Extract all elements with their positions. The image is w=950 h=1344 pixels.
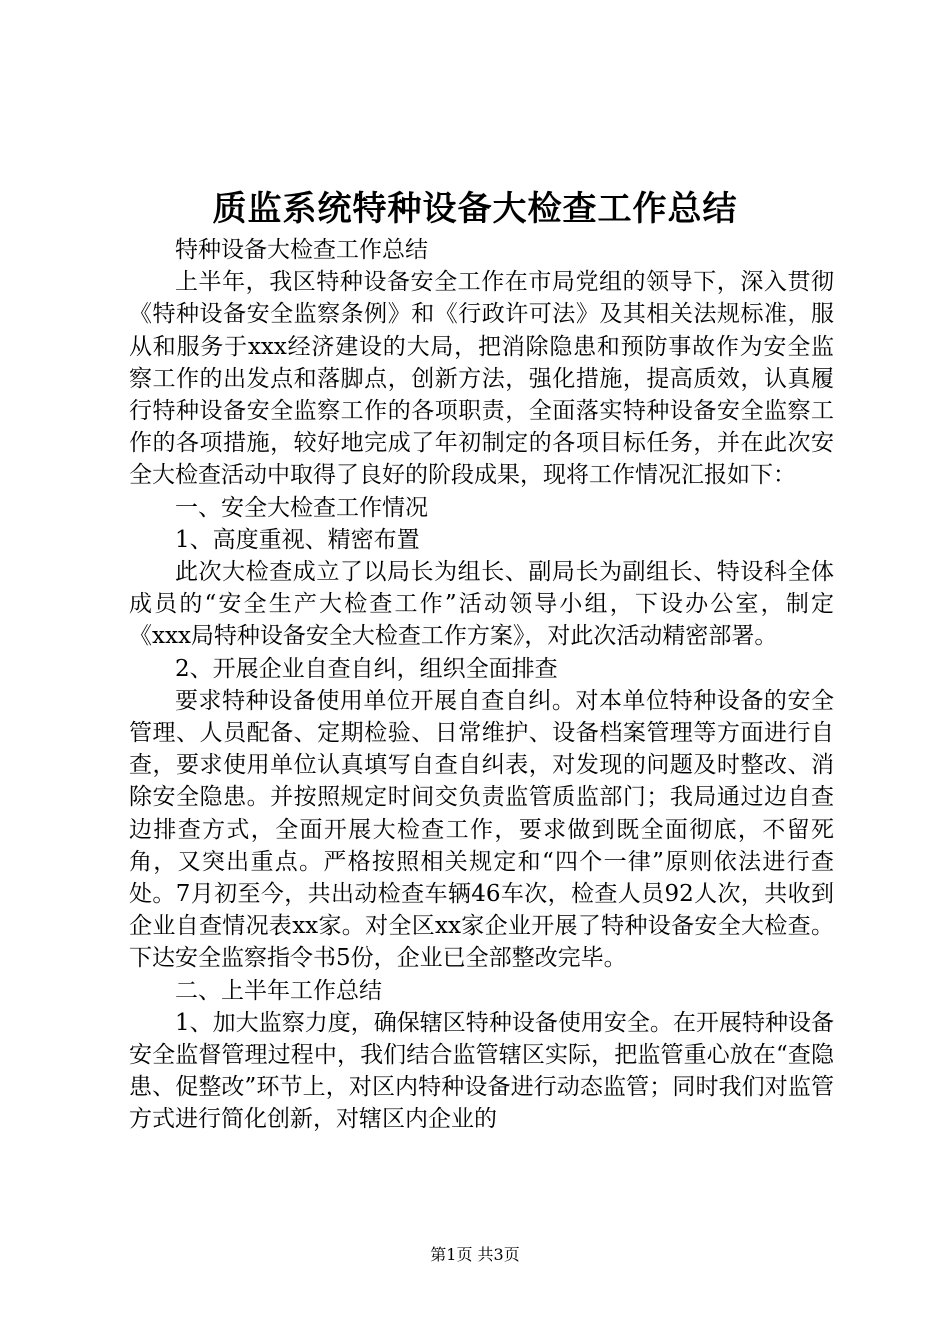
document-title: 质监系统特种设备大检查工作总结 [212,189,738,229]
body-paragraph: 要求特种设备使用单位开展自查自纠。对本单位特种设备的安全管理、人员配备、定期检验、日常维护、设备档案管理等方面进行自查，要求使用单位认真填写自查自纠表，对发现的问题及时整改、消除安全隐患。并按照规定时间交负责监管质监部门；我局通过边自查边排查方式，全面开展大检查工作，要求做到既全面彻底，不留死角，又突出重点。严格按照相关规定和“四个一律”原则依法进行查处。7月初至今，共出动检查车辆46车次，检查人员92人次，共收到企业自查情况表xx家。对全区xx家企业开展了特种设备安全大检查。下达安全监察指令书5份，企业已全部整改完毕。 [129,687,834,972]
intro-paragraph: 上半年，我区特种设备安全工作在市局党组的领导下，深入贯彻《特种设备安全监察条例》和《行政许可法》及其相关法规标准，服从和服务于xxx经济建设的大局，把消除隐患和预防事故作为安全监察工作的出发点和落脚点，创新方法，强化措施，提高质效，认真履行特种设备安全监察工作的各项职责，全面落实特种设备安全监察工作的各项措施，较好地完成了年初制定的各项目标任务，并在此次安全大检查活动中取得了良好的阶段成果，现将工作情况汇报如下： [129,269,834,489]
body-paragraph: 此次大检查成立了以局长为组长、副局长为副组长、特设科全体成员的“安全生产大检查工作”活动领导小组，下设办公室，制定《xxx局特种设备安全大检查工作方案》，对此次活动精密部署。 [129,559,834,650]
body-paragraph: 1、加大监察力度，确保辖区特种设备使用安全。在开展特种设备安全监督管理过程中，我们结合监管辖区实际，把监管重心放在“查隐患、促整改”环节上，对区内特种设备进行动态监管；同时我们对监管方式进行简化创新，对辖区内企业的 [129,1009,834,1133]
subsection-heading-1-1: 1、高度重视、精密布置 [175,526,420,553]
section-heading-2: 二、上半年工作总结 [175,977,382,1004]
subsection-heading-1-2: 2、开展企业自查自纠，组织全面排查 [175,655,558,682]
subtitle-paragraph: 特种设备大检查工作总结 [175,237,428,263]
document-body [129,234,834,1136]
page-footer: 第1页 共3页 [430,1245,520,1264]
section-heading-1: 一、安全大检查工作情况 [175,494,428,521]
